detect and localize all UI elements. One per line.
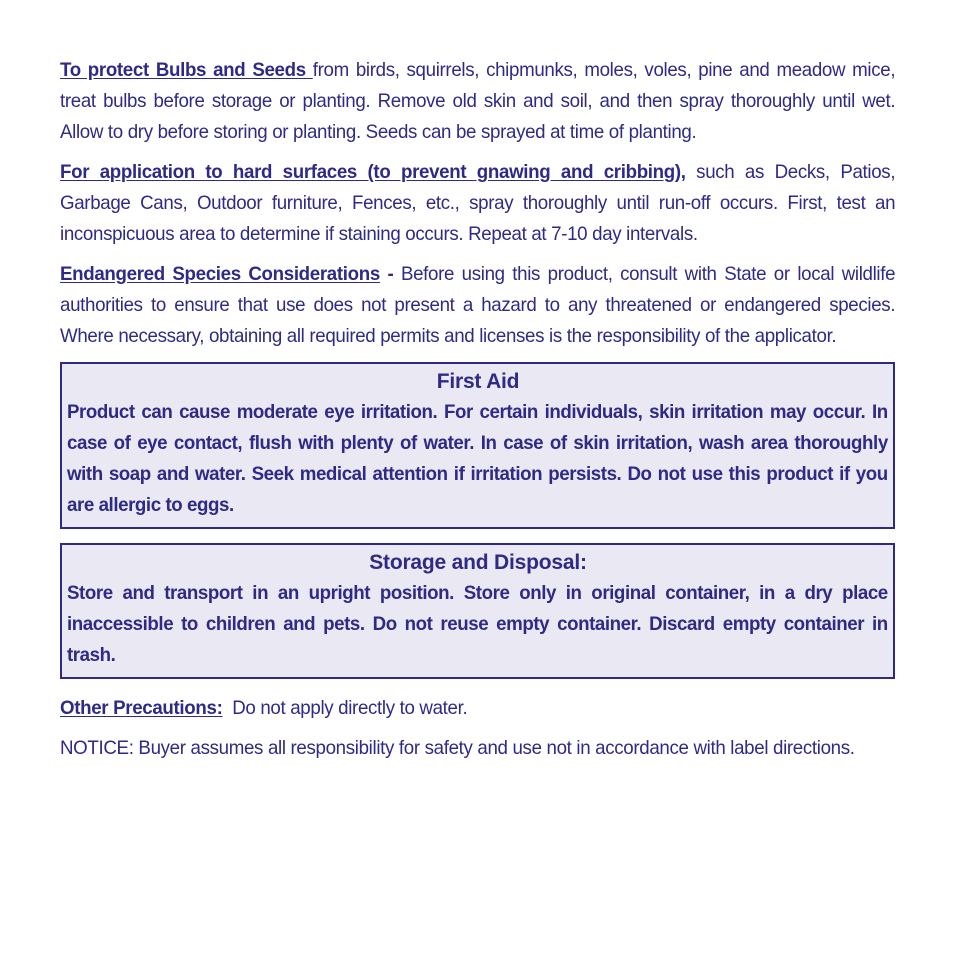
notice-paragraph <box>60 733 895 764</box>
first-aid-title: First Aid <box>436 370 520 393</box>
first-aid-box <box>60 362 895 529</box>
first-aid-text: Product can cause moderate eye irritation. For certain individuals, skin irritation may occur. In case of eye contact, flush with plenty of water. In case of skin irritation, wash area thoroughly with soap and water. Seek medical attention if irritation persists. Do not use this product if you are allergic to eggs. <box>67 401 888 516</box>
endangered-separator: - <box>379 263 401 285</box>
bulbs-heading: To protect Bulbs and Seeds <box>60 59 313 81</box>
endangered-text: Before using this product, consult with State or local wildlife authorities to ensure that use does not present a hazard to any threatened or endangered species. Where necessary, obtaining all required permits and licenses is the responsibility of the applicator. <box>60 263 896 347</box>
hard-surfaces-text: such as Decks, Patios, Garbage Cans, Outdoor furniture, Fences, etc., spray thoroughly until run-off occurs. First, test an inconspicuous area to determine if staining occurs. Repeat at 7-10 day intervals. <box>60 161 896 245</box>
other-precautions-text: Do not apply directly to water. <box>222 697 468 719</box>
storage-box <box>60 543 895 679</box>
storage-title: Storage and Disposal: <box>369 551 587 574</box>
hard-surfaces-paragraph <box>60 157 895 250</box>
storage-text: Store and transport in an upright position. Store only in original container, in a dry place inaccessible to children and pets. Do not reuse empty container. Discard empty container in trash. <box>67 582 888 666</box>
bulbs-text: from birds, squirrels, chipmunks, moles, voles, pine and meadow mice, treat bulbs before storage or planting. Remove old skin and soil, and then spray thoroughly until wet. Allow to dry before storing or planting. Seeds can be sprayed at time of planting. <box>60 59 896 143</box>
other-precautions-heading: Other Precautions: <box>60 697 223 719</box>
endangered-heading: Endangered Species Considerations <box>60 263 380 285</box>
other-precautions-paragraph <box>60 693 895 724</box>
label-document <box>60 55 895 773</box>
hard-surfaces-heading: For application to hard surfaces (to prevent gnawing and cribbing), <box>60 161 686 183</box>
notice-text: NOTICE: Buyer assumes all responsibility for safety and use not in accordance with label directions. <box>60 737 855 759</box>
bulbs-paragraph <box>60 55 895 148</box>
endangered-paragraph <box>60 259 895 352</box>
